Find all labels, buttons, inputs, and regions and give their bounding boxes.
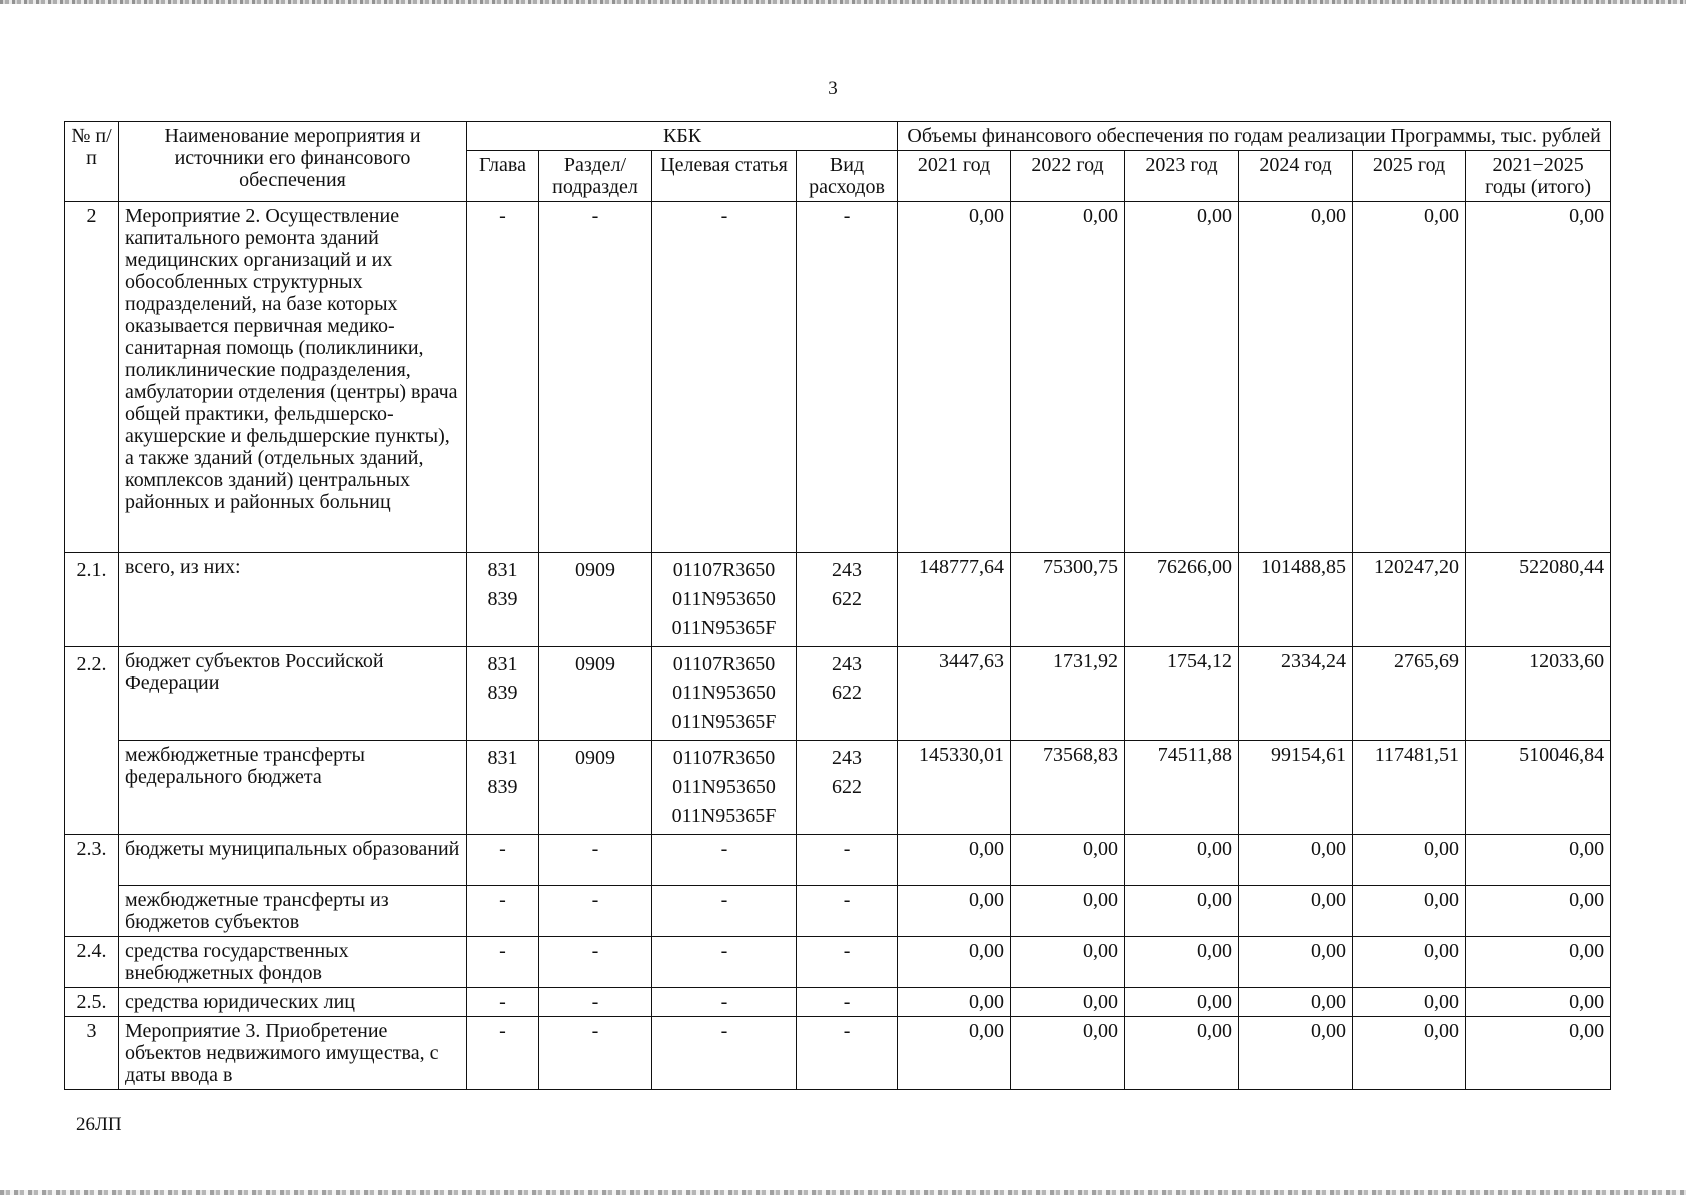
- cell-2024: 99154,61: [1239, 741, 1353, 835]
- cell-vid: [797, 647, 898, 741]
- col-money-header: Объемы финансового обеспечения по годам реализации Программы, тыс. рублей: [898, 122, 1611, 151]
- col-glava-header: Глава: [467, 151, 539, 202]
- target-code: 011N953650: [672, 682, 776, 704]
- table-row: [65, 886, 1611, 937]
- col-2025-header: 2025 год: [1353, 151, 1466, 202]
- vid-code: 243: [832, 559, 863, 581]
- cell-2024: 0,00: [1239, 988, 1353, 1017]
- cell-2025: 0,00: [1353, 886, 1466, 937]
- table-row: [65, 988, 1611, 1017]
- cell-2022: 1731,92: [1011, 647, 1125, 741]
- cell-2021: 0,00: [898, 202, 1011, 553]
- target-code: 011N95365F: [671, 805, 777, 827]
- cell-2023: 0,00: [1125, 886, 1239, 937]
- cell-2022: 0,00: [1011, 937, 1125, 988]
- target-code: 011N953650: [672, 776, 776, 798]
- cell-target: -: [652, 1017, 797, 1090]
- cell-glava: -: [467, 886, 539, 937]
- cell-glava: -: [467, 202, 539, 553]
- col-2022-header: 2022 год: [1011, 151, 1125, 202]
- target-code: 011N953650: [672, 588, 776, 610]
- cell-target: -: [652, 937, 797, 988]
- cell-2024: 0,00: [1239, 1017, 1353, 1090]
- cell-2023: 0,00: [1125, 202, 1239, 553]
- cell-razdel: -: [539, 1017, 652, 1090]
- glava-code: 831: [487, 559, 518, 581]
- vid-code: 622: [832, 588, 863, 610]
- cell-vid: -: [797, 1017, 898, 1090]
- cell-2021: 145330,01: [898, 741, 1011, 835]
- cell-name: межбюджетные трансферты из бюджетов субъектов: [119, 886, 467, 937]
- cell-target: -: [652, 202, 797, 553]
- cell-glava: -: [467, 835, 539, 886]
- table-row: [65, 1017, 1611, 1090]
- cell-num: 3: [65, 1017, 119, 1090]
- col-num-header: № п/п: [65, 122, 119, 202]
- cell-target: -: [652, 835, 797, 886]
- cell-vid: [797, 553, 898, 647]
- col-razdel-header: Раздел/ подраздел: [539, 151, 652, 202]
- col-2023-header: 2023 год: [1125, 151, 1239, 202]
- cell-2025: 0,00: [1353, 937, 1466, 988]
- cell-vid: -: [797, 886, 898, 937]
- cell-2022: 0,00: [1011, 886, 1125, 937]
- cell-vid: -: [797, 937, 898, 988]
- cell-name: средства юридических лиц: [119, 988, 467, 1017]
- cell-glava: -: [467, 988, 539, 1017]
- cell-total: 0,00: [1466, 886, 1611, 937]
- cell-total: 510046,84: [1466, 741, 1611, 835]
- col-vid-header: Вид расходов: [797, 151, 898, 202]
- cell-name: бюджет субъектов Российской Федерации: [119, 647, 467, 741]
- vid-code: 622: [832, 776, 863, 798]
- cell-name: всего, из них:: [119, 553, 467, 647]
- cell-2023: 0,00: [1125, 937, 1239, 988]
- col-target-header: Целевая статья: [652, 151, 797, 202]
- cell-vid: [797, 741, 898, 835]
- cell-2025: 0,00: [1353, 1017, 1466, 1090]
- cell-target: [652, 647, 797, 741]
- cell-vid: -: [797, 835, 898, 886]
- cell-name: Мероприятие 3. Приобретение объектов недвижимого имущества, с даты ввода в: [119, 1017, 467, 1090]
- glava-code: 831: [487, 747, 518, 769]
- scan-edge-bottom: [0, 1190, 1686, 1195]
- glava-code: 839: [487, 776, 518, 798]
- document-code: 26ЛП: [76, 1114, 122, 1135]
- cell-2022: 0,00: [1011, 202, 1125, 553]
- cell-glava: -: [467, 1017, 539, 1090]
- cell-2023: 76266,00: [1125, 553, 1239, 647]
- cell-target: -: [652, 988, 797, 1017]
- target-code: 01107R3650: [672, 653, 776, 675]
- cell-2023: 1754,12: [1125, 647, 1239, 741]
- vid-code: 243: [832, 653, 863, 675]
- cell-2024: 0,00: [1239, 835, 1353, 886]
- cell-2022: 75300,75: [1011, 553, 1125, 647]
- cell-total: 0,00: [1466, 202, 1611, 553]
- cell-2022: 73568,83: [1011, 741, 1125, 835]
- target-code: 01107R3650: [672, 747, 776, 769]
- cell-vid: -: [797, 988, 898, 1017]
- cell-razdel: 0909: [539, 741, 652, 835]
- cell-glava: [467, 741, 539, 835]
- cell-2021: 148777,64: [898, 553, 1011, 647]
- cell-num: 2.5.: [65, 988, 119, 1017]
- cell-2023: 0,00: [1125, 988, 1239, 1017]
- cell-total: 12033,60: [1466, 647, 1611, 741]
- cell-razdel: 0909: [539, 647, 652, 741]
- vid-code: 243: [832, 747, 863, 769]
- cell-vid: -: [797, 202, 898, 553]
- cell-2023: 0,00: [1125, 1017, 1239, 1090]
- table-row: [65, 835, 1611, 886]
- cell-2021: 0,00: [898, 988, 1011, 1017]
- cell-razdel: -: [539, 937, 652, 988]
- financing-table: [64, 121, 1611, 1090]
- target-code: 011N95365F: [671, 617, 777, 639]
- cell-2024: 0,00: [1239, 937, 1353, 988]
- cell-total: 0,00: [1466, 835, 1611, 886]
- cell-name: бюджеты муниципальных образований: [119, 835, 467, 886]
- cell-razdel: -: [539, 988, 652, 1017]
- cell-2025: 120247,20: [1353, 553, 1466, 647]
- cell-2022: 0,00: [1011, 835, 1125, 886]
- cell-2022: 0,00: [1011, 1017, 1125, 1090]
- table-row: [65, 741, 1611, 835]
- cell-target: [652, 741, 797, 835]
- cell-razdel: -: [539, 886, 652, 937]
- cell-target: [652, 553, 797, 647]
- cell-num: 2.3.: [65, 835, 119, 937]
- cell-razdel: 0909: [539, 553, 652, 647]
- cell-2021: 0,00: [898, 835, 1011, 886]
- cell-num: 2.4.: [65, 937, 119, 988]
- cell-2022: 0,00: [1011, 988, 1125, 1017]
- cell-2024: 0,00: [1239, 202, 1353, 553]
- target-code: 011N95365F: [671, 711, 777, 733]
- cell-2021: 3447,63: [898, 647, 1011, 741]
- cell-target: -: [652, 886, 797, 937]
- col-2021-header: 2021 год: [898, 151, 1011, 202]
- cell-2025: 117481,51: [1353, 741, 1466, 835]
- cell-num: 2.2.: [65, 647, 119, 835]
- table-row: [65, 937, 1611, 988]
- vid-code: 622: [832, 682, 863, 704]
- cell-glava: [467, 553, 539, 647]
- table-header-row: [65, 122, 1611, 151]
- target-code: 01107R3650: [672, 559, 776, 581]
- cell-total: 0,00: [1466, 1017, 1611, 1090]
- col-name-header: Наименование мероприятия и источники его финансового обеспечения: [119, 122, 467, 202]
- table-row: [65, 553, 1611, 647]
- cell-razdel: -: [539, 835, 652, 886]
- cell-total: 0,00: [1466, 937, 1611, 988]
- cell-total: 0,00: [1466, 988, 1611, 1017]
- col-2024-header: 2024 год: [1239, 151, 1353, 202]
- cell-razdel: -: [539, 202, 652, 553]
- cell-2025: 2765,69: [1353, 647, 1466, 741]
- table-row: [65, 202, 1611, 553]
- cell-2023: 0,00: [1125, 835, 1239, 886]
- cell-num: 2.1.: [65, 553, 119, 647]
- cell-num: 2: [65, 202, 119, 553]
- cell-2024: 0,00: [1239, 886, 1353, 937]
- cell-2025: 0,00: [1353, 202, 1466, 553]
- cell-2025: 0,00: [1353, 988, 1466, 1017]
- cell-name: межбюджетные трансферты федерального бюджета: [119, 741, 467, 835]
- cell-name: Мероприятие 2. Осуществление капитального ремонта зданий медицинских организаций и их обособленных структурных подразделений, на базе которых оказывается первичная медико-санитарная помощь (поликлиники, поликлинические подразделения, амбулатории отделения (центры) врача общей практики, фельдшерско-акушерские и фельдшерские пункты), а также зданий (отдельных зданий, комплексов зданий) центральных районных и районных больниц: [119, 202, 467, 553]
- cell-2023: 74511,88: [1125, 741, 1239, 835]
- cell-2021: 0,00: [898, 1017, 1011, 1090]
- col-kbk-header: КБК: [467, 122, 898, 151]
- col-total-header: 2021−2025 годы (итого): [1466, 151, 1611, 202]
- cell-2021: 0,00: [898, 937, 1011, 988]
- glava-code: 839: [487, 588, 518, 610]
- cell-glava: [467, 647, 539, 741]
- cell-2024: 101488,85: [1239, 553, 1353, 647]
- cell-2025: 0,00: [1353, 835, 1466, 886]
- cell-total: 522080,44: [1466, 553, 1611, 647]
- glava-code: 831: [487, 653, 518, 675]
- cell-name: средства государственных внебюджетных фондов: [119, 937, 467, 988]
- glava-code: 839: [487, 682, 518, 704]
- cell-2024: 2334,24: [1239, 647, 1353, 741]
- table-row: [65, 647, 1611, 741]
- cell-glava: -: [467, 937, 539, 988]
- cell-2021: 0,00: [898, 886, 1011, 937]
- page-number: 3: [828, 78, 838, 99]
- scan-edge-top: [0, 0, 1686, 4]
